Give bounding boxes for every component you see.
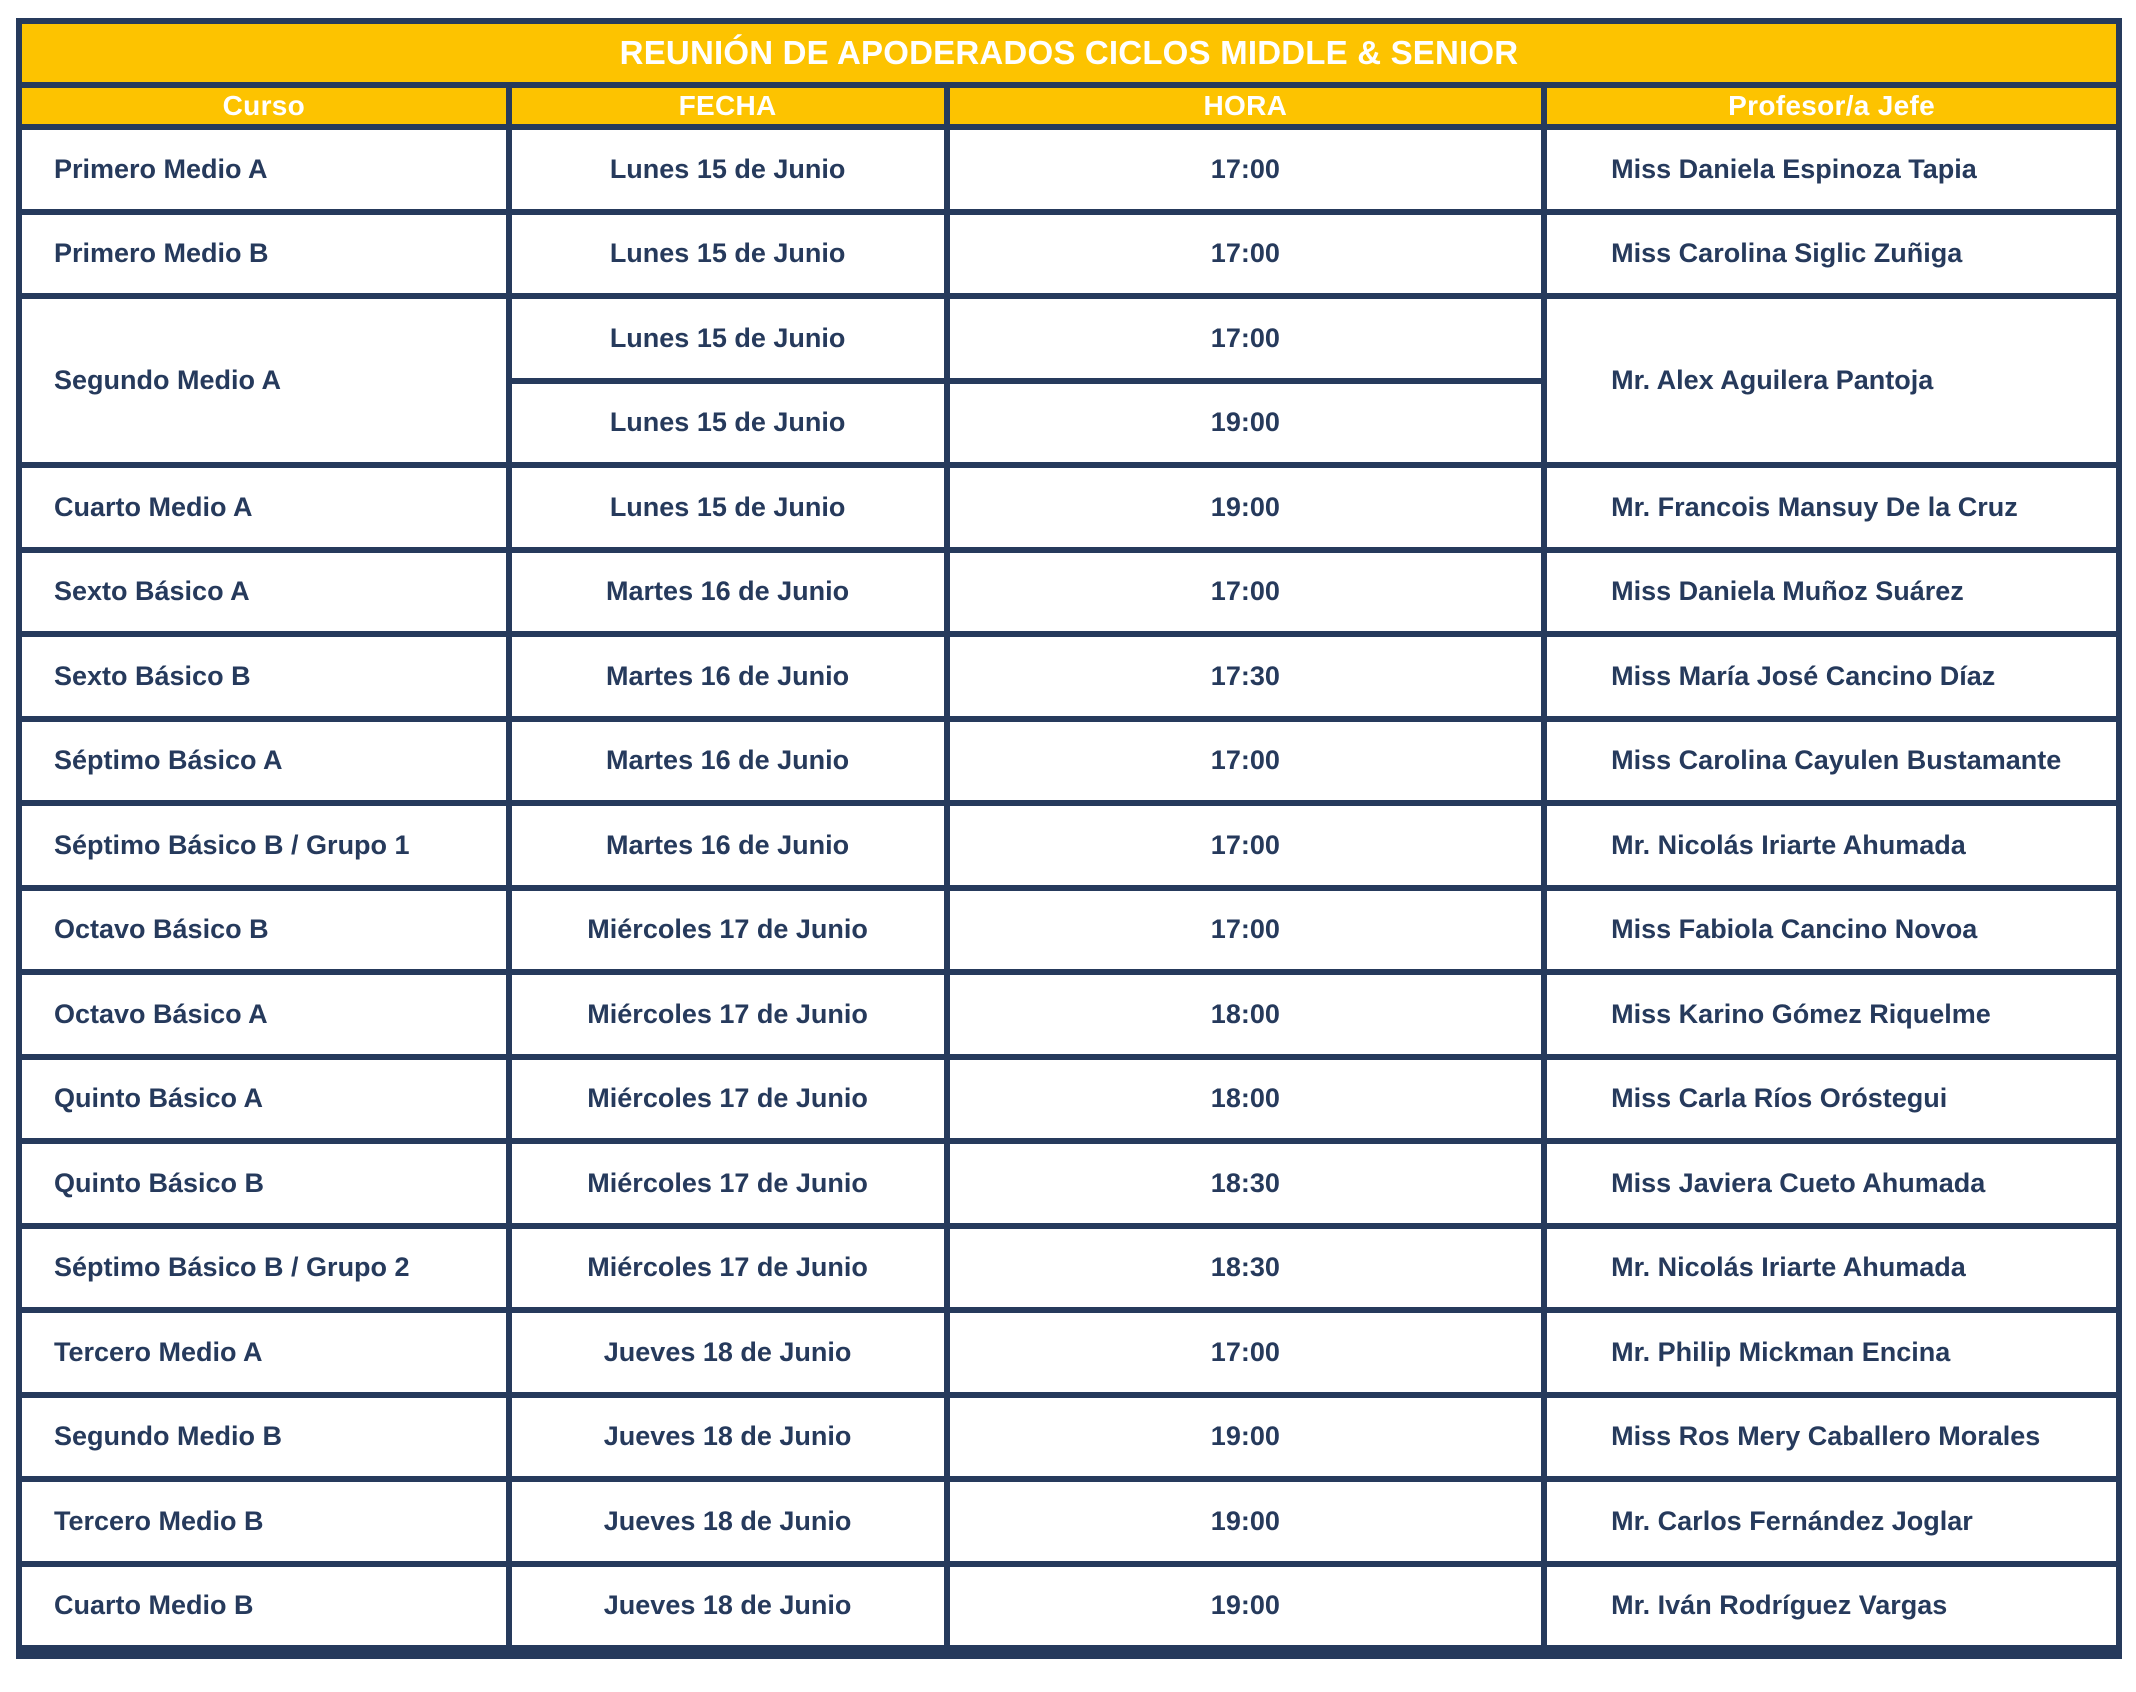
table-row [22,215,2116,294]
cell-hora: 19:00 [950,1482,1542,1561]
cell-curso: Cuarto Medio B [22,1567,506,1646]
cell-fecha: Miércoles 17 de Junio [512,1144,944,1223]
cell-profesor: Mr. Nicolás Iriarte Ahumada [1547,806,2116,885]
schedule-sheet [16,18,2122,1659]
table-row [22,1313,2116,1392]
cell-hora: 17:00 [950,215,1542,294]
schedule-table [16,18,2122,1651]
cell-fecha: Martes 16 de Junio [512,722,944,801]
cell-curso: Primero Medio A [22,130,506,209]
cell-profesor: Miss Daniela Espinoza Tapia [1547,130,2116,209]
cell-profesor: Miss María José Cancino Díaz [1547,637,2116,716]
cell-curso: Sexto Básico A [22,553,506,632]
table-row [22,1482,2116,1561]
cell-fecha: Martes 16 de Junio [512,553,944,632]
header-hora: HORA [950,88,1542,124]
cell-hora: 17:00 [950,722,1542,801]
cell-profesor: Mr. Carlos Fernández Joglar [1547,1482,2116,1561]
cell-hora: 17:00 [950,891,1542,970]
cell-curso: Segundo Medio A [22,299,506,462]
cell-fecha: Lunes 15 de Junio [512,215,944,294]
cell-profesor: Miss Karino Gómez Riquelme [1547,975,2116,1054]
title-row [22,24,2116,82]
header-fecha: FECHA [512,88,944,124]
table-row [22,299,2116,378]
table-row [22,130,2116,209]
cell-hora: 19:00 [950,1567,1542,1646]
cell-hora: 18:00 [950,975,1542,1054]
table-row [22,553,2116,632]
table-row [22,1567,2116,1646]
cell-curso: Tercero Medio B [22,1482,506,1561]
cell-profesor: Miss Carla Ríos Oróstegui [1547,1060,2116,1139]
cell-hora: 18:00 [950,1060,1542,1139]
cell-curso: Séptimo Básico B / Grupo 1 [22,806,506,885]
cell-fecha: Lunes 15 de Junio [512,130,944,209]
cell-fecha: Jueves 18 de Junio [512,1313,944,1392]
table-row [22,891,2116,970]
cell-curso: Séptimo Básico B / Grupo 2 [22,1229,506,1308]
cell-profesor: Miss Javiera Cueto Ahumada [1547,1144,2116,1223]
cell-curso: Octavo Básico A [22,975,506,1054]
cell-fecha: Jueves 18 de Junio [512,1482,944,1561]
cell-fecha: Miércoles 17 de Junio [512,1060,944,1139]
cell-hora: 17:00 [950,299,1542,378]
cell-fecha: Lunes 15 de Junio [512,299,944,378]
cell-fecha: Miércoles 17 de Junio [512,891,944,970]
cell-curso: Quinto Básico A [22,1060,506,1139]
cell-hora: 18:30 [950,1229,1542,1308]
cell-hora: 17:00 [950,1313,1542,1392]
cell-curso: Tercero Medio A [22,1313,506,1392]
cell-curso: Primero Medio B [22,215,506,294]
cell-hora: 18:30 [950,1144,1542,1223]
table-row [22,1144,2116,1223]
cell-profesor: Mr. Philip Mickman Encina [1547,1313,2116,1392]
cell-curso: Sexto Básico B [22,637,506,716]
table-row [22,1060,2116,1139]
cell-profesor: Mr. Iván Rodríguez Vargas [1547,1567,2116,1646]
cell-profesor: Miss Daniela Muñoz Suárez [1547,553,2116,632]
cell-curso: Segundo Medio B [22,1398,506,1477]
table-title: REUNIÓN DE APODERADOS CICLOS MIDDLE & SENIOR [22,24,2116,82]
cell-fecha: Miércoles 17 de Junio [512,1229,944,1308]
header-profesor: Profesor/a Jefe [1547,88,2116,124]
cell-hora: 19:00 [950,468,1542,547]
table-row [22,722,2116,801]
cell-profesor: Mr. Alex Aguilera Pantoja [1547,299,2116,462]
cell-fecha: Lunes 15 de Junio [512,468,944,547]
cell-fecha: Lunes 15 de Junio [512,384,944,463]
cell-profesor: Miss Ros Mery Caballero Morales [1547,1398,2116,1477]
cell-fecha: Jueves 18 de Junio [512,1398,944,1477]
cell-hora: 19:00 [950,384,1542,463]
cell-fecha: Jueves 18 de Junio [512,1567,944,1646]
cell-fecha: Miércoles 17 de Junio [512,975,944,1054]
cell-profesor: Miss Carolina Siglic Zuñiga [1547,215,2116,294]
table-row [22,975,2116,1054]
cell-curso: Cuarto Medio A [22,468,506,547]
cell-curso: Quinto Básico B [22,1144,506,1223]
cell-hora: 17:00 [950,806,1542,885]
cell-profesor: Mr. Francois Mansuy De la Cruz [1547,468,2116,547]
cell-profesor: Miss Carolina Cayulen Bustamante [1547,722,2116,801]
cell-profesor: Mr. Nicolás Iriarte Ahumada [1547,1229,2116,1308]
table-row [22,1398,2116,1477]
header-row [22,88,2116,124]
table-row [22,1229,2116,1308]
cell-hora: 17:00 [950,553,1542,632]
cell-curso: Séptimo Básico A [22,722,506,801]
header-curso: Curso [22,88,506,124]
cell-fecha: Martes 16 de Junio [512,806,944,885]
cell-hora: 17:00 [950,130,1542,209]
cell-fecha: Martes 16 de Junio [512,637,944,716]
table-row [22,806,2116,885]
cell-profesor: Miss Fabiola Cancino Novoa [1547,891,2116,970]
cell-curso: Octavo Básico B [22,891,506,970]
cell-hora: 19:00 [950,1398,1542,1477]
table-row [22,468,2116,547]
table-row [22,637,2116,716]
cell-hora: 17:30 [950,637,1542,716]
